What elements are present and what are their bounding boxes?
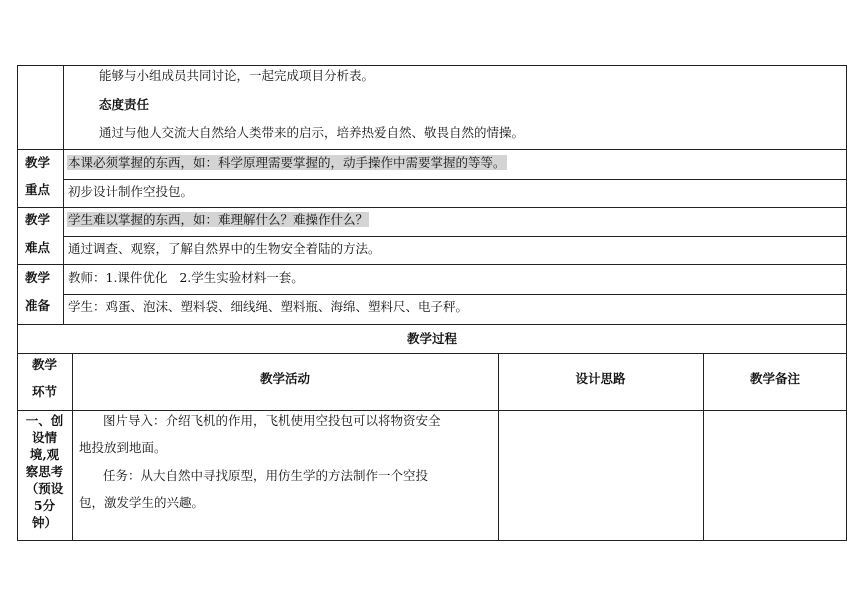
highlighted-hint: 本课必须掌握的东西，如：科学原理需要掌握的，动手操作中需要掌握的等等。: [68, 155, 506, 170]
stage-header: 教学: [31, 357, 57, 372]
preparation-label: 准备: [25, 298, 51, 313]
objective-text: 通过与他人交流大自然给人类带来的启示，培养热爱自然、敬畏自然的情操。: [99, 125, 525, 140]
difficulties-hint: [67, 212, 369, 228]
stage-name: 设情: [31, 430, 57, 445]
stage-name: 境,观: [29, 447, 60, 462]
objective-text: 能够与小组成员共同讨论，一起完成项目分析表。: [99, 68, 375, 83]
key-points-label: 教学: [25, 155, 51, 170]
attitude-heading: 态度责任: [99, 97, 150, 112]
row-divider: [63, 294, 847, 295]
stage-name: 察思考: [25, 464, 64, 479]
key-points-hint: [67, 155, 507, 171]
process-title: 教学过程: [406, 331, 457, 346]
row-divider: [63, 236, 847, 237]
stage-duration: （预设: [25, 481, 64, 496]
row-divider: [63, 179, 847, 180]
label-column-divider: [63, 65, 64, 325]
teacher-materials: 教师：1.课件优化 2.学生实验材料一套。: [68, 270, 304, 285]
activity-text: 包，激发学生的兴趣。: [79, 495, 205, 510]
activity-text: 图片导入：介绍飞机的作用，飞机使用空投包可以将物资安全: [103, 413, 441, 428]
activity-text: 地投放到地面。: [79, 440, 167, 455]
activity-text: 任务：从大自然中寻找原型，用仿生学的方法制作一个空投: [103, 468, 429, 483]
activity-header: 教学活动: [259, 371, 310, 386]
difficulties-label: 教学: [25, 212, 51, 227]
highlighted-hint: 学生难以掌握的东西，如：难理解什么？难操作什么？: [68, 212, 369, 227]
preparation-label: 教学: [25, 270, 51, 285]
design-header: 设计思路: [575, 371, 626, 386]
difficulties-label: 难点: [25, 240, 51, 255]
row-divider: [17, 149, 847, 150]
key-points-label: 重点: [25, 182, 51, 197]
stage-header: 环节: [31, 384, 57, 399]
stage-duration: 钟）: [31, 515, 57, 530]
key-points-content: 初步设计制作空投包。: [68, 184, 194, 199]
student-materials: 学生：鸡蛋、泡沫、塑料袋、细线绳、塑料瓶、海绵、塑料尺、电子秤。: [68, 299, 469, 314]
row-divider: [17, 207, 847, 208]
row-divider: [17, 264, 847, 265]
stage-name: 一、创: [25, 413, 64, 428]
difficulties-content: 通过调查、观察，了解自然界中的生物安全着陆的方法。: [68, 241, 381, 256]
stage-duration: 5分: [33, 498, 56, 513]
header-divider: [17, 410, 847, 411]
notes-header: 教学备注: [749, 371, 800, 386]
